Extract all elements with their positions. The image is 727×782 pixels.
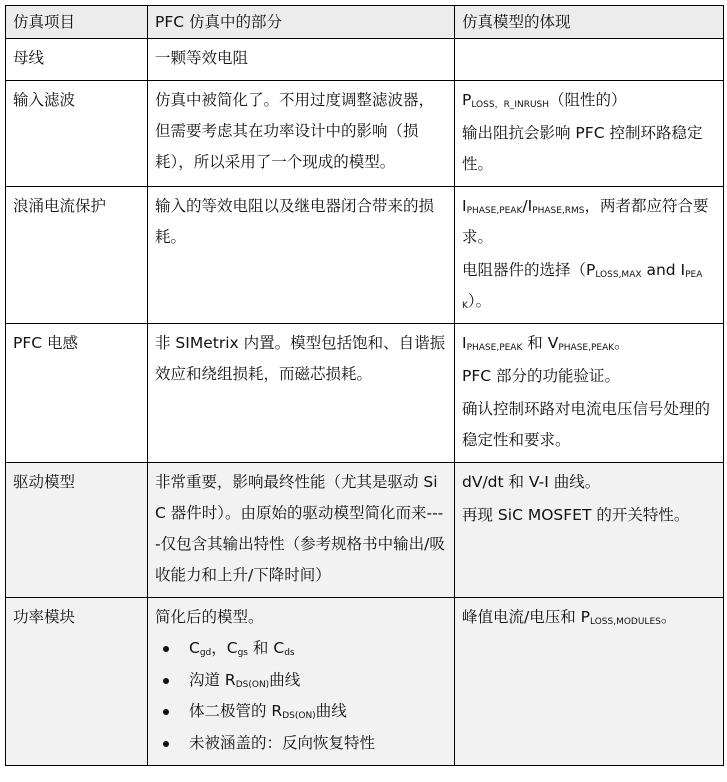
table-row	[6, 39, 724, 81]
table-row	[6, 187, 724, 324]
text-segment: 。	[614, 334, 630, 352]
item-cell: 功率模块	[6, 598, 148, 766]
text-segment: C	[189, 639, 200, 657]
text-segment: 电阻器件的选择（P	[462, 261, 596, 279]
model-line	[462, 602, 716, 633]
text-segment: 沟道 R	[189, 670, 236, 689]
table-row	[6, 598, 724, 766]
model-cell	[455, 463, 724, 598]
model-line: 输出阻抗会影响 PFC 控制环路稳定性。	[462, 124, 703, 173]
header-cell: PFC 仿真中的部分	[148, 6, 455, 39]
part-cell	[148, 598, 455, 766]
subscript: PHASE,PEAK	[466, 206, 523, 216]
part-cell: 非常重要，影响最终性能（尤其是驱动 SiC 器件时）。由原始的驱动模型简化而来----仅包含其输出特性（参考规格书中输出/吸收能力和上升/下降时间）	[148, 463, 455, 598]
item-cell: 输入滤波	[6, 81, 148, 187]
subscript: DS(ON)	[235, 679, 270, 690]
list-item	[155, 633, 447, 665]
text-segment: （阻性的）	[549, 91, 627, 109]
text-segment: 。	[660, 608, 677, 626]
subscript: PEAK	[462, 270, 703, 311]
list-item: 未被涵盖的：反向恢复特性	[155, 728, 447, 760]
item-cell: 浪涌电流保护	[6, 187, 148, 324]
text-segment: P	[462, 91, 472, 109]
model-cell	[455, 598, 724, 766]
subscript: DS(ON)	[282, 711, 316, 721]
bullet-list	[155, 633, 447, 759]
subscript: PHASE,PEAK	[558, 343, 615, 353]
subscript: gd	[199, 648, 212, 658]
simulation-table	[5, 5, 724, 766]
text-segment: 曲线	[315, 702, 347, 720]
model-line: PFC 部分的功能验证。	[462, 367, 621, 385]
subscript: PHASE,PEAK	[466, 343, 523, 353]
text-segment: 体二极管的 R	[189, 702, 283, 720]
model-line: dV/dt 和 V-I 曲线。	[462, 473, 601, 491]
item-cell: PFC 电感	[6, 324, 148, 463]
table-header-row	[6, 6, 724, 39]
part-intro: 简化后的模型。	[155, 608, 264, 626]
model-line: 确认控制环路对电流电压信号处理的稳定性和要求。	[462, 400, 711, 449]
item-cell: 母线	[6, 39, 148, 81]
model-line	[462, 85, 716, 116]
model-line: 再现 SiC MOSFET 的开关特性。	[462, 506, 690, 524]
text-segment: I	[462, 197, 467, 215]
table-row	[6, 324, 724, 463]
subscript: gs	[237, 648, 248, 658]
model-line	[462, 255, 716, 317]
text-segment: and I	[641, 261, 686, 279]
model-cell	[455, 187, 724, 324]
list-item	[155, 696, 447, 728]
text-segment: ，两者都应符合要求。	[462, 197, 709, 246]
model-cell	[455, 324, 724, 463]
subscript: PHASE,RMS	[532, 206, 585, 216]
table-row	[6, 463, 724, 598]
model-cell	[455, 39, 724, 81]
part-cell: 一颗等效电阻	[148, 39, 455, 81]
part-cell: 仿真中被简化了。不用过度调整滤波器，但需要考虑其在功率设计中的影响（损耗），所以采用了一个现成的模型。	[148, 81, 455, 187]
subscript: LOSS,MODULES	[590, 617, 661, 627]
text-segment: ）。	[467, 292, 492, 310]
subscript: LOSS,MAX	[595, 270, 642, 280]
list-item	[155, 665, 447, 697]
header-cell: 仿真项目	[6, 6, 148, 39]
subscript: LOSS，R_INRUSH	[471, 100, 550, 110]
text-segment: /I	[522, 197, 533, 215]
model-cell	[455, 81, 724, 187]
header-cell: 仿真模型的体现	[455, 6, 724, 39]
part-cell: 非 SIMetrix 内置。模型包括饱和、自谐振效应和绕组损耗，而磁芯损耗。	[148, 324, 455, 463]
text-segment: I	[462, 334, 467, 352]
table-row	[6, 81, 724, 187]
item-cell: 驱动模型	[6, 463, 148, 598]
subscript: ds	[284, 648, 295, 658]
model-line	[462, 191, 716, 253]
text-segment: 峰值电流/电压和 P	[462, 608, 590, 626]
part-cell: 输入的等效电阻以及继电器闭合带来的损耗。	[148, 187, 455, 324]
text-segment: 和 V	[522, 334, 559, 352]
text-segment: 曲线	[269, 670, 301, 689]
text-segment: 和 C	[248, 639, 285, 657]
model-line	[462, 328, 716, 359]
text-segment: ，C	[211, 639, 238, 657]
